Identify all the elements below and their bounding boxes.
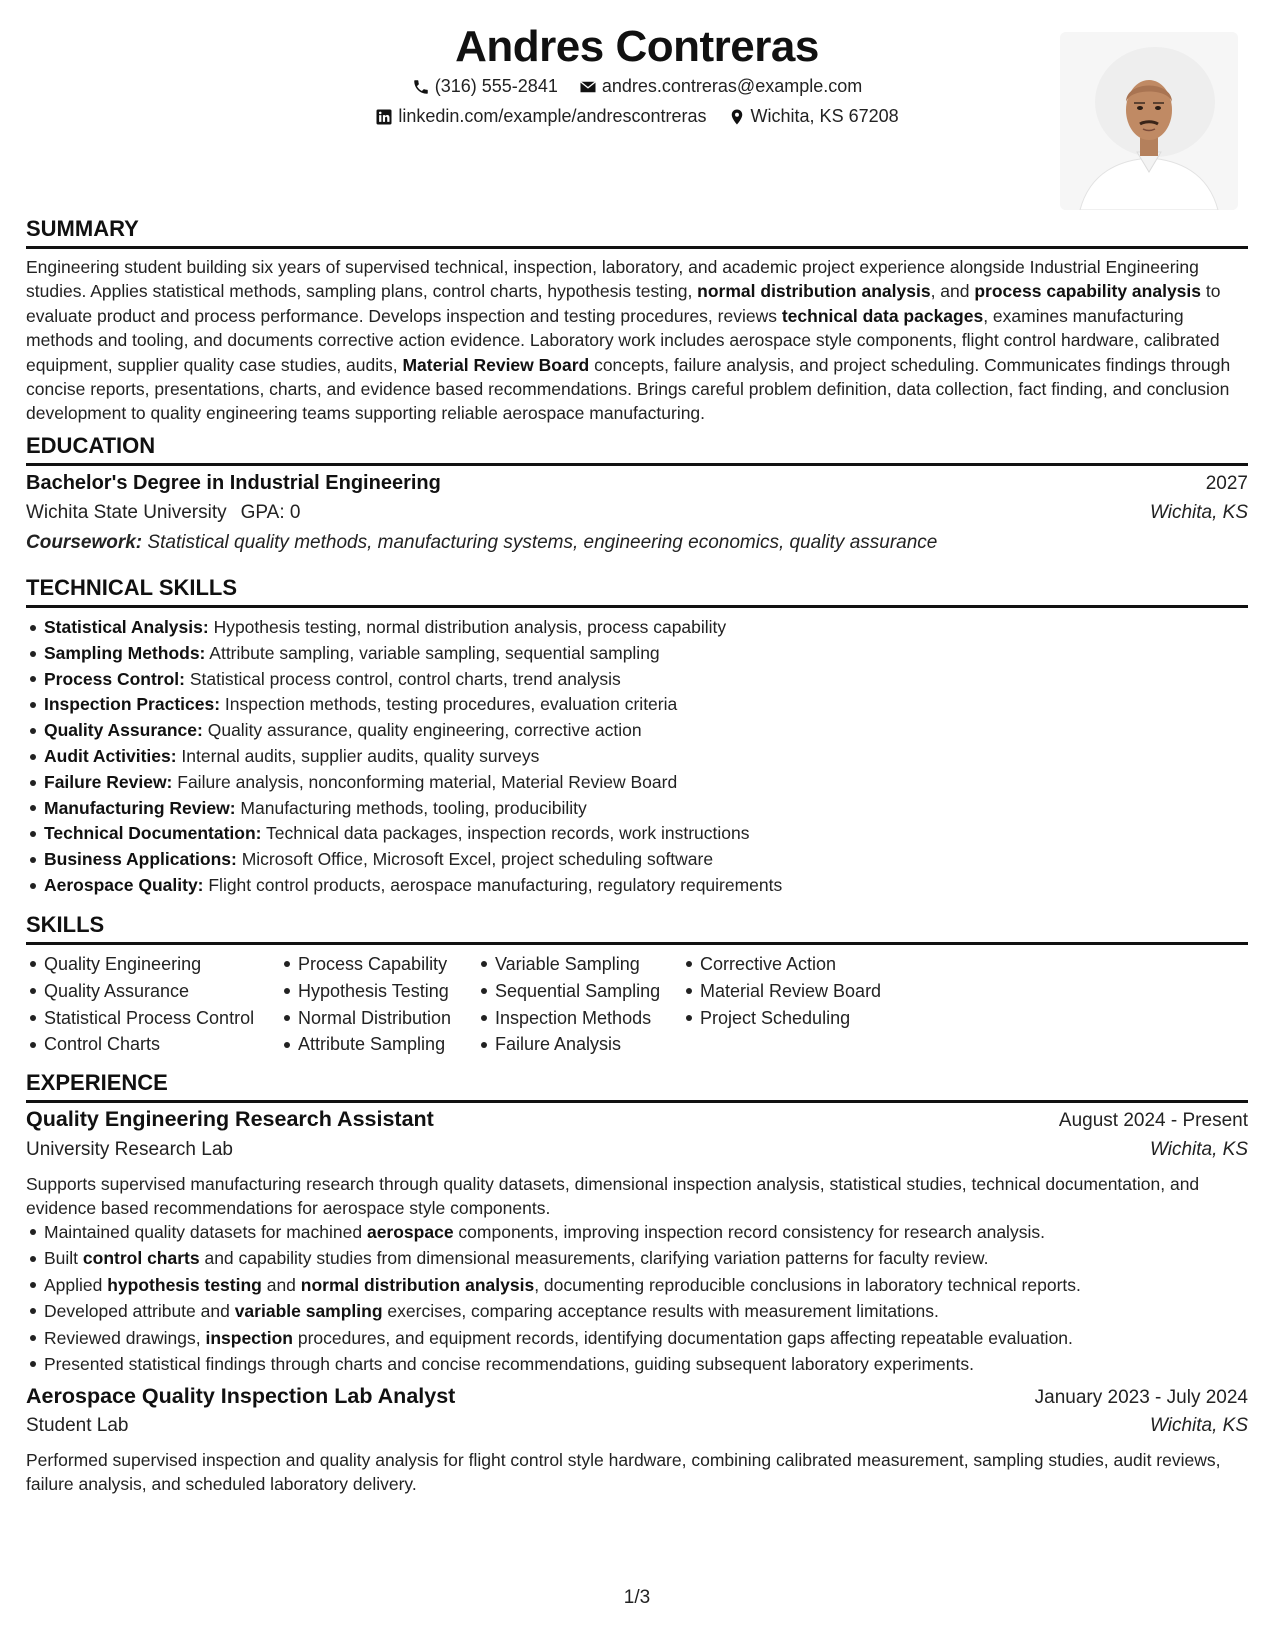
list-item: Corrective Action [682, 951, 902, 978]
education-heading: EDUCATION [26, 433, 1248, 466]
school-info [26, 502, 300, 524]
school-row [26, 502, 1248, 524]
degree-year: 2027 [1205, 473, 1248, 494]
job-location: Wichita, KS [1149, 1415, 1248, 1436]
job-description: Supports supervised manufacturing research through quality datasets, dimensional inspection analysis, statistical studies, technical documentation, and evidence based recommendations for aerospace style components. [26, 1174, 1200, 1219]
list-item: Statistical Analysis: Hypothesis testing, normal distribution analysis, process capability [26, 615, 1248, 641]
list-item: Applied hypothesis testing and normal distribution analysis, documenting reproducible conclusions in laboratory technical reports. [26, 1272, 1248, 1298]
list-item: Quality Assurance: Quality assurance, quality engineering, corrective action [26, 718, 1248, 744]
technical-skills-list [26, 615, 1248, 899]
skills-column [26, 951, 280, 1058]
list-item: Material Review Board [682, 978, 902, 1005]
page-number: 1/3 [623, 1587, 651, 1608]
job-org: University Research Lab [26, 1139, 233, 1160]
list-item: Sequential Sampling [477, 978, 682, 1005]
list-item: Reviewed drawings, inspection procedures, and equipment records, identifying documentation gaps affecting repeatable evaluation. [26, 1325, 1248, 1351]
list-item: Hypothesis Testing [280, 978, 477, 1005]
list-item: Built control charts and capability studies from dimensional measurements, clarifying variation patterns for faculty review. [26, 1245, 1248, 1271]
list-item: Aerospace Quality: Flight control products, aerospace manufacturing, regulatory requirements [26, 873, 1248, 899]
location-text: Wichita, KS 67208 [750, 106, 899, 126]
location-item [728, 106, 899, 127]
job-title: Aerospace Quality Inspection Lab Analyst [26, 1384, 456, 1408]
skills-column [682, 951, 902, 1058]
list-item: Normal Distribution [280, 1005, 477, 1032]
skills-column [280, 951, 477, 1058]
linkedin-item[interactable] [375, 106, 706, 127]
linkedin-icon [375, 108, 393, 126]
list-item: Quality Engineering [26, 951, 280, 978]
summary-text: Engineering student building six years of supervised technical, inspection, laboratory, and academic project experience alongside Industrial Engineering studies. Applies statistical methods, sampling plans, control charts, hypothesis testing, normal distribution analysis, and process capability analysis to evaluate product and process performance. Develops inspection and testing procedures, reviews technical data packages, examines manufacturing methods and tooling, and documents corrective action evidence. Laboratory work includes aerospace style components, flight control hardware, calibrated equipment, supplier quality case studies, audits, Material Review Board concepts, failure analysis, and project scheduling. Communicates findings through concise reports, presentations, charts, and evidence based recommendations. Brings careful problem definition, data collection, fact finding, and conclusion development to quality engineering teams supporting reliable aerospace manufacturing. [26, 257, 1231, 424]
school-name: Wichita State University [26, 502, 227, 523]
coursework-label: Coursework: [26, 532, 143, 553]
job-org-row [26, 1415, 1248, 1437]
email-link[interactable]: andres.contreras@example.com [601, 76, 863, 96]
list-item: Control Charts [26, 1031, 280, 1058]
resume-page [26, 0, 1248, 1650]
job-header [26, 1107, 1248, 1132]
job-dates: August 2024 - Present [1058, 1110, 1248, 1131]
job-header [26, 1384, 1248, 1409]
job-dates: January 2023 - July 2024 [1034, 1387, 1248, 1408]
summary-heading: SUMMARY [26, 216, 1248, 249]
map-pin-icon [728, 108, 746, 126]
job-title: Quality Engineering Research Assistant [26, 1107, 434, 1131]
experience-heading: EXPERIENCE [26, 1070, 1248, 1103]
job-org: Student Lab [26, 1415, 129, 1436]
candidate-name: Andres Contreras [455, 22, 819, 71]
degree-title: Bachelor's Degree in Industrial Engineering [26, 472, 441, 494]
list-item: Project Scheduling [682, 1005, 902, 1032]
skills-heading: SKILLS [26, 912, 1248, 945]
list-item: Presented statistical findings through charts and concise recommendations, guiding subsequent laboratory experiments. [26, 1351, 1248, 1377]
linkedin-link[interactable]: linkedin.com/example/andrescontreras [398, 106, 707, 126]
school-location: Wichita, KS [1149, 502, 1248, 523]
list-item: Attribute Sampling [280, 1031, 477, 1058]
list-item: Quality Assurance [26, 978, 280, 1005]
list-item: Manufacturing Review: Manufacturing methods, tooling, producibility [26, 796, 1248, 822]
job-org-row [26, 1139, 1248, 1161]
envelope-icon [579, 78, 597, 96]
phone-icon [412, 78, 430, 96]
coursework-text: Statistical quality methods, manufacturing systems, engineering economics, quality assurance [142, 532, 938, 553]
degree-row [26, 472, 1248, 495]
list-item: Failure Analysis [477, 1031, 682, 1058]
list-item: Maintained quality datasets for machined aerospace components, improving inspection record consistency for research analysis. [26, 1219, 1248, 1245]
technical-skills-heading: TECHNICAL SKILLS [26, 575, 1248, 608]
list-item: Process Control: Statistical process control, control charts, trend analysis [26, 667, 1248, 693]
phone-text: (316) 555-2841 [434, 76, 558, 96]
profile-photo [1060, 32, 1238, 210]
list-item: Inspection Methods [477, 1005, 682, 1032]
email-item[interactable] [579, 76, 862, 97]
job-description: Performed supervised inspection and quality analysis for flight control style hardware, combining calibrated measurement, sampling studies, audit reviews, failure analysis, and scheduled laboratory delivery. [26, 1450, 1221, 1495]
skills-grid [26, 951, 902, 1058]
coursework [26, 532, 937, 554]
list-item: Statistical Process Control [26, 1005, 280, 1032]
coursework-row [26, 532, 1248, 554]
list-item: Variable Sampling [477, 951, 682, 978]
phone-item [412, 76, 558, 97]
list-item: Technical Documentation: Technical data packages, inspection records, work instructions [26, 821, 1248, 847]
job-bullets [26, 1219, 1248, 1377]
list-item: Sampling Methods: Attribute sampling, variable sampling, sequential sampling [26, 641, 1248, 667]
skills-column [477, 951, 682, 1058]
list-item: Inspection Practices: Inspection methods, testing procedures, evaluation criteria [26, 692, 1248, 718]
list-item: Developed attribute and variable sampling exercises, comparing acceptance results with measurement limitations. [26, 1298, 1248, 1324]
list-item: Business Applications: Microsoft Office, Microsoft Excel, project scheduling software [26, 847, 1248, 873]
list-item: Audit Activities: Internal audits, supplier audits, quality surveys [26, 744, 1248, 770]
job-location: Wichita, KS [1149, 1139, 1248, 1160]
gpa: GPA: 0 [240, 502, 301, 523]
list-item: Failure Review: Failure analysis, nonconforming material, Material Review Board [26, 770, 1248, 796]
list-item: Process Capability [280, 951, 477, 978]
